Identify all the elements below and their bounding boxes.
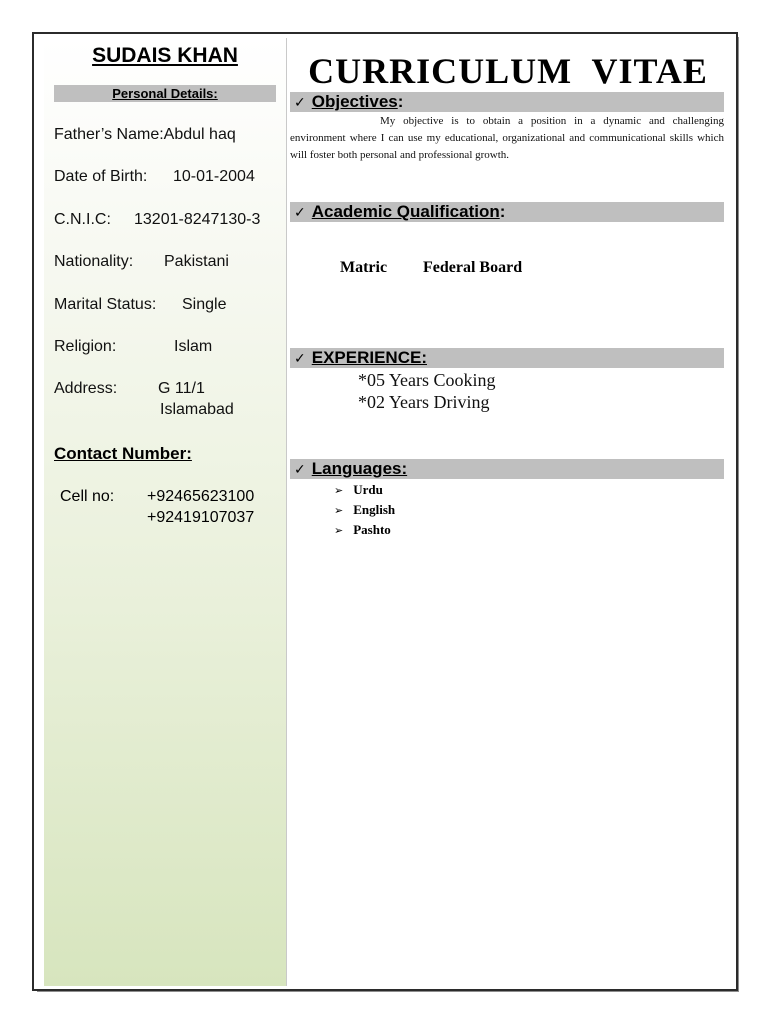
arrow-bullet-icon: ➢ — [334, 504, 344, 517]
check-icon: ✓ — [294, 205, 306, 221]
sidebar — [44, 38, 287, 986]
nationality-row — [54, 253, 229, 271]
arrow-bullet-icon: ➢ — [334, 524, 344, 537]
check-icon: ✓ — [294, 95, 306, 111]
language-item: ➢ English — [334, 502, 396, 517]
marital-status-row — [54, 296, 227, 314]
qualification-board: Federal Board — [423, 259, 523, 276]
address-line1: G 11/1 — [158, 380, 205, 397]
marital-status-value: Single — [182, 296, 227, 313]
fathers-name-label: Father’s Name: — [54, 126, 164, 143]
languages-heading: ✓ Languages: — [290, 459, 724, 479]
cnic-value: 13201-8247130-3 — [134, 211, 261, 228]
nationality-label: Nationality: — [54, 253, 134, 270]
address-line2: Islamabad — [160, 401, 234, 418]
dob-value: 10-01-2004 — [173, 168, 255, 185]
language-item: ➢ Pashto — [334, 522, 391, 537]
cell-label: Cell no: — [60, 488, 115, 505]
experience-heading: ✓ EXPERIENCE: — [290, 348, 724, 368]
cv-page — [32, 32, 738, 991]
address-label: Address: — [54, 380, 118, 397]
experience-item: *05 Years Cooking — [358, 370, 496, 390]
religion-label: Religion: — [54, 338, 117, 355]
arrow-bullet-icon: ➢ — [334, 484, 344, 497]
cv-title: CURRICULUM VITAE — [308, 51, 708, 91]
language-item: ➢ Urdu — [334, 482, 383, 497]
main-content — [290, 38, 726, 986]
nationality-value: Pakistani — [164, 253, 229, 270]
fathers-name-row — [54, 126, 236, 144]
objective-text: My objective is to obtain a position in a dynamic and challenging environment where I can use my educational, organizational and communicational skills which will foster both personal and professional growth. — [290, 115, 724, 161]
dob-row — [54, 168, 255, 186]
qualification-degree: Matric — [340, 259, 388, 276]
religion-value: Islam — [174, 338, 213, 355]
personal-details-heading: Personal Details: — [54, 85, 276, 102]
address-row — [54, 380, 234, 418]
check-icon: ✓ — [294, 351, 306, 367]
cell-number-2: +92419107037 — [147, 509, 255, 526]
fathers-name-value: Abdul haq — [163, 126, 236, 143]
objectives-heading: ✓ Objectives: — [290, 92, 724, 112]
experience-item: *02 Years Driving — [358, 392, 490, 412]
candidate-name: SUDAIS KHAN — [92, 44, 238, 67]
dob-label: Date of Birth: — [54, 168, 148, 185]
religion-row — [54, 338, 213, 356]
cell-number-1: +92465623100 — [147, 488, 255, 505]
academic-qualification-heading: ✓ Academic Qualification: — [290, 202, 724, 222]
marital-status-label: Marital Status: — [54, 296, 157, 313]
check-icon: ✓ — [294, 462, 306, 478]
cnic-row — [54, 211, 261, 229]
contact-number-heading: Contact Number: — [54, 444, 192, 463]
cnic-label: C.N.I.C: — [54, 211, 111, 228]
